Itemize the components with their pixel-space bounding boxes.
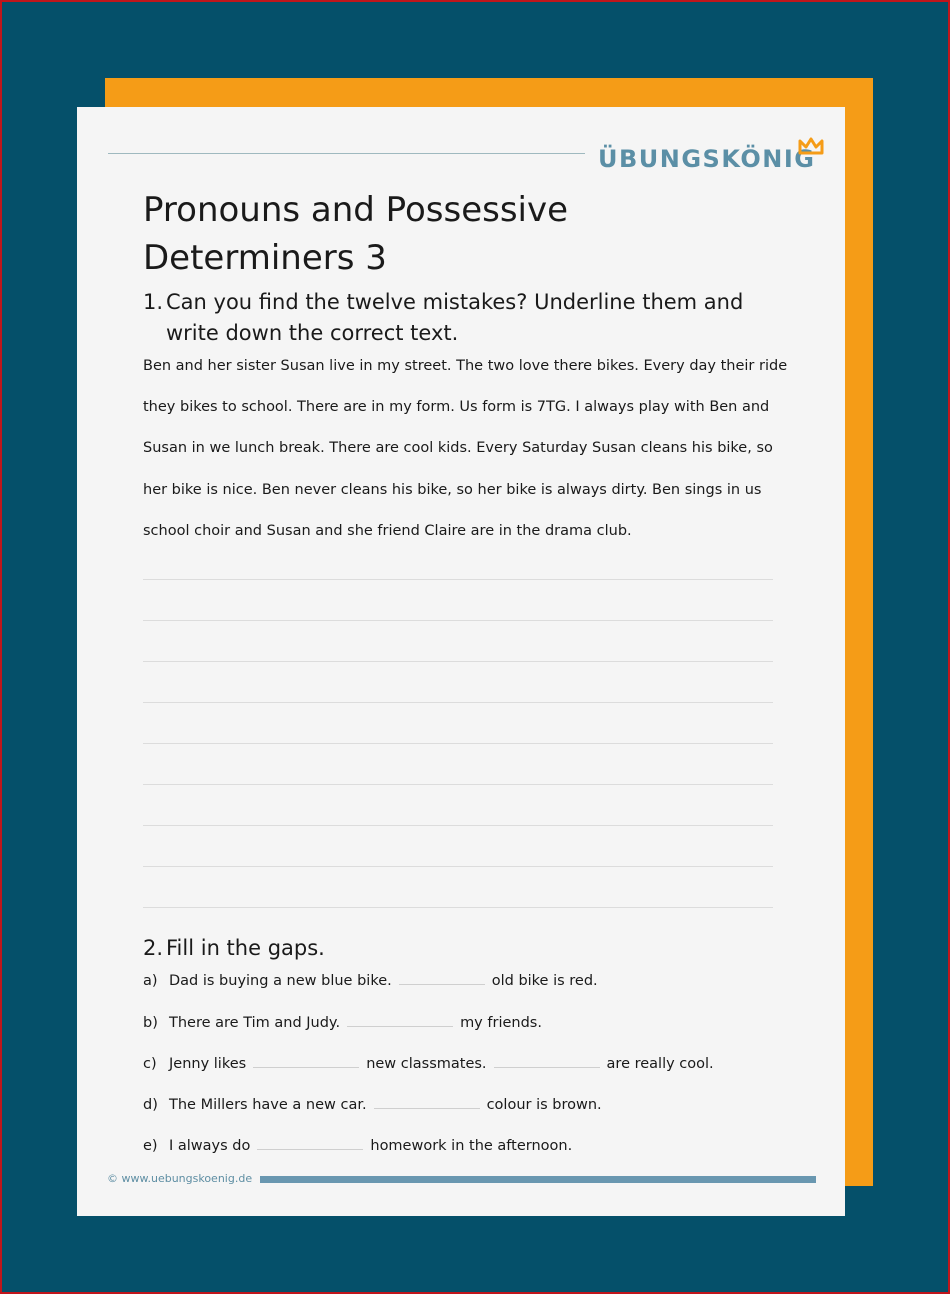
- item-letter: e): [143, 1138, 158, 1154]
- gap-blank[interactable]: [399, 983, 485, 985]
- item-letter: d): [143, 1097, 158, 1113]
- item-text: I always do: [169, 1138, 251, 1154]
- task1-text-line: Susan in we lunch break. There are cool kids. Every Saturday Susan cleans his bike, so: [143, 440, 773, 456]
- item-text: old bike is red.: [491, 973, 598, 989]
- task1-instruction-line2: write down the correct text.: [166, 321, 459, 345]
- item-letter: a): [143, 973, 158, 989]
- task2-heading: [143, 933, 793, 964]
- gap-blank[interactable]: [257, 1148, 363, 1150]
- gap-item-e: [143, 1138, 572, 1154]
- answer-line[interactable]: [143, 579, 773, 580]
- gap-blank[interactable]: [494, 1066, 600, 1068]
- footer-bar: [260, 1176, 816, 1183]
- item-text: There are Tim and Judy.: [169, 1015, 341, 1031]
- task1-text-line: school choir and Susan and she friend Claire are in the drama club.: [143, 523, 632, 539]
- gap-item-c: [143, 1056, 714, 1072]
- gap-item-b: [143, 1015, 542, 1031]
- task1-heading: [143, 287, 793, 349]
- answer-line[interactable]: [143, 784, 773, 785]
- item-text: homework in the afternoon.: [370, 1138, 573, 1154]
- gap-blank[interactable]: [253, 1066, 359, 1068]
- brand-logo: ÜBUNGSKÖNIG: [598, 145, 816, 173]
- task1-number: 1.: [143, 290, 164, 314]
- item-text: are really cool.: [606, 1056, 714, 1072]
- answer-line[interactable]: [143, 866, 773, 867]
- item-text: The Millers have a new car.: [169, 1097, 367, 1113]
- item-text: new classmates.: [366, 1056, 487, 1072]
- task1-text-line: Ben and her sister Susan live in my street. The two love there bikes. Every day their ride: [143, 358, 788, 374]
- answer-line[interactable]: [143, 661, 773, 662]
- answer-line[interactable]: [143, 743, 773, 744]
- task1-instruction-line1: Can you find the twelve mistakes? Underline them and: [166, 290, 744, 314]
- answer-line[interactable]: [143, 907, 773, 908]
- item-text: Jenny likes: [169, 1056, 247, 1072]
- gap-blank[interactable]: [347, 1025, 453, 1027]
- answer-line[interactable]: [143, 620, 773, 621]
- page-title: Pronouns and Possessive Determiners 3: [143, 190, 569, 278]
- crown-icon: [798, 137, 824, 155]
- gap-item-d: [143, 1097, 602, 1113]
- item-text: Dad is buying a new blue bike.: [169, 973, 392, 989]
- task2-instruction: Fill in the gaps.: [166, 936, 325, 960]
- item-letter: b): [143, 1015, 158, 1031]
- answer-line[interactable]: [143, 825, 773, 826]
- header-rule: [108, 153, 585, 154]
- task1-text-line: they bikes to school. There are in my form. Us form is 7TG. I always play with Ben and: [143, 399, 770, 415]
- answer-line[interactable]: [143, 702, 773, 703]
- item-letter: c): [143, 1056, 157, 1072]
- task1-text-line: her bike is nice. Ben never cleans his bike, so her bike is always dirty. Ben sings in us: [143, 482, 762, 498]
- item-text: my friends.: [460, 1015, 542, 1031]
- task2-number: 2.: [143, 936, 164, 960]
- item-text: colour is brown.: [486, 1097, 602, 1113]
- footer-copyright: © www.uebungskoenig.de: [107, 1172, 253, 1185]
- gap-item-a: [143, 973, 598, 989]
- gap-blank[interactable]: [374, 1107, 480, 1109]
